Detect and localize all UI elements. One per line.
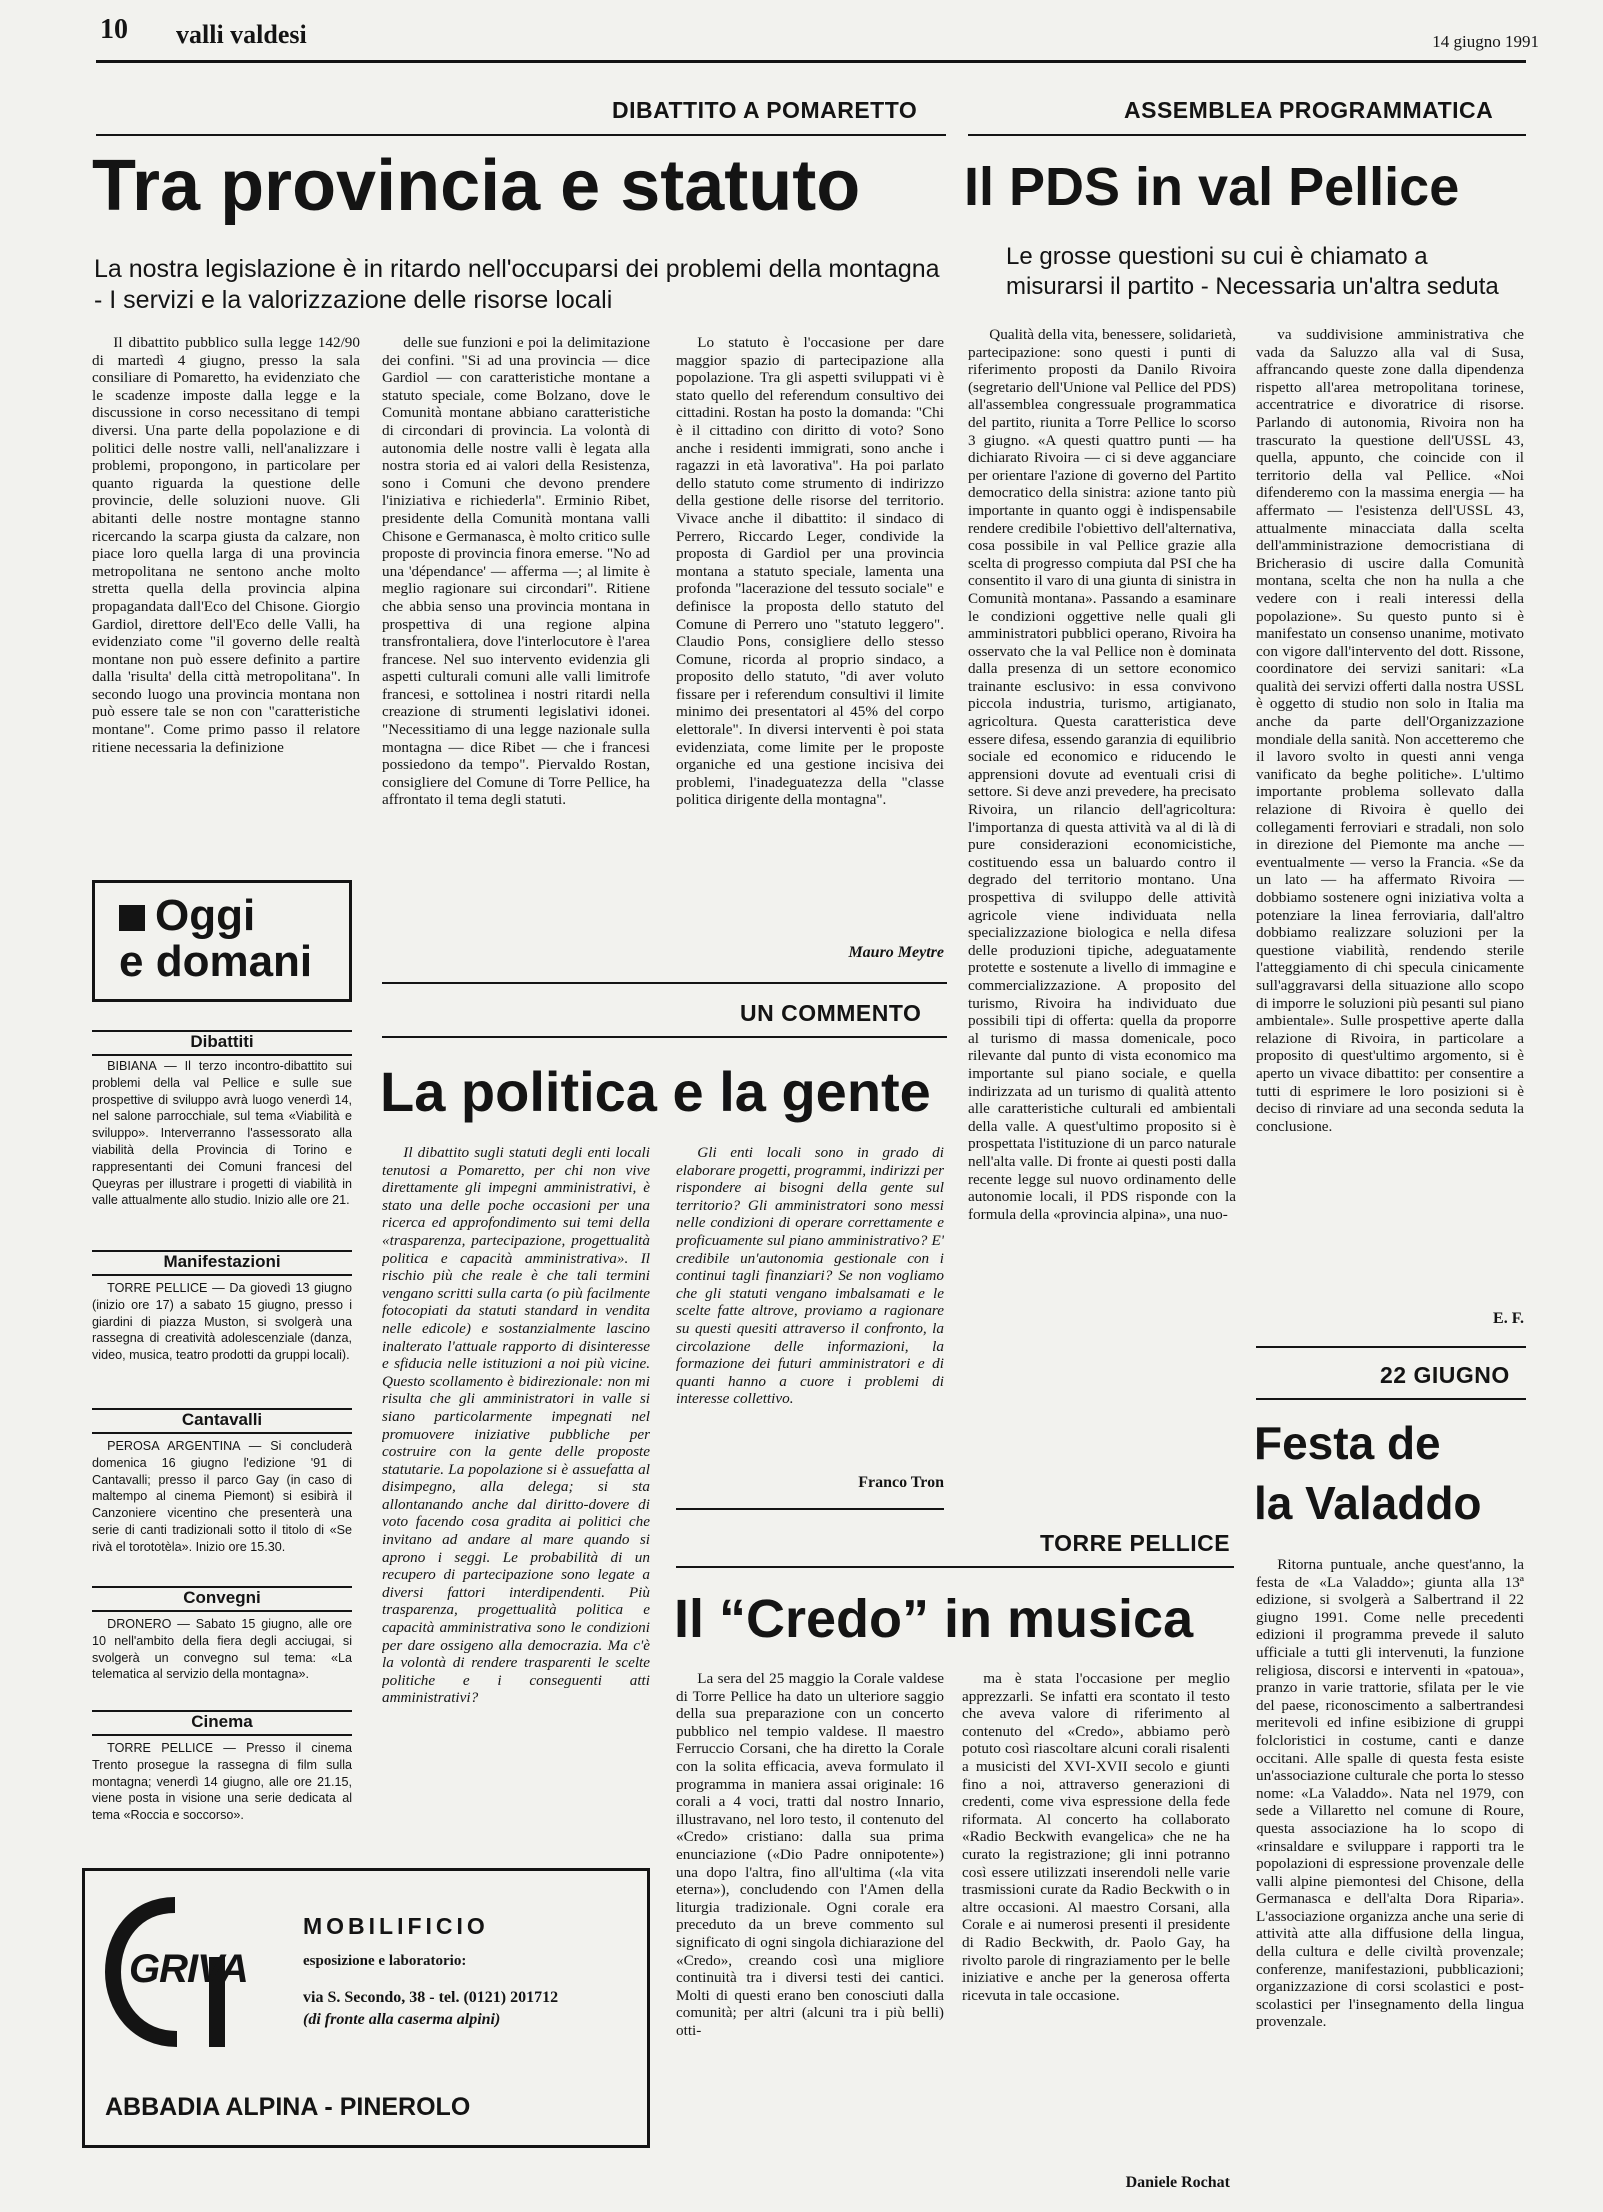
header-rule	[96, 60, 1526, 63]
ad-line-1: esposizione e laboratorio:	[303, 1953, 467, 1969]
event-dibattiti: BIBIANA — Il terzo incontro-dibattito sui problemi della val Pellice e sulle sue prospettive di sviluppo avrà luogo venerdì 14, nel salone parrocchiale, sul tema «Viabilità e sviluppo». Interverranno l'assessorato alla viabilità della Provincia di Torino e rappresentanti dei Comuni francesi del Queyras per illustrare i progetti di viabilità in valle attualmente allo studio. Inizio alle ore 21.	[92, 1059, 352, 1208]
event-cinema: TORRE PELLICE — Presso il cinema Trento prosegue la rassegna di film sulla montagna; venerdì 14 giugno, alle ore 21.15, viene posta in visione una serie dedicata al tema «Roccia e soccorso».	[92, 1741, 352, 1823]
valaddo-top-rule	[1256, 1346, 1526, 1348]
pds-col-1: Qualità della vita, benessere, solidarietà, partecipazione: sono questi i punti di riferimento proposti da Danilo Rivoira (segretario dell'Unione val Pellice del PDS) all'assemblea congressuale programmatica del partito, riunita a Torre Pellice lo scorso 3 giugno. «A questi quattro punti — ha dichiarato Rivoira — ci si deve agganciare per orientare l'azione di governo del Partito democratico della sinistra: azione tanto più importante in quanto oggi è indispensabile rendere credibile l'obiettivo dell'alternativa, cosa possibile in val Pellice grazie alla scelta di progresso compiuta dal PSI che ha consentito il varo di una giunta di sinistra in Comunità montana». Passando a esaminare le condizioni oggettive nelle quali gli amministratori pubblici operano, Rivoira ha osservato che la val Pellice non è dominata dalla presenza di un settore economico trainante esclusivo: in essa convivono piccola industria, turismo, artigianato, agricoltura. Questa caratteristica deve essere difesa, essendo garanzia di equilibrio sociale ed economico e riducendo le apprensioni dovute ad eventuali crisi di settore. Si deve anzi prevedere, ha precisato Rivoira, un rilancio dell'agricoltura: l'importanza di questa attività va al di là di pure considerazioni economicistiche, costituendo essa un baluardo contro il degrado del territorio montano. Una prospettiva di sviluppo delle attività agricole viene individuata nella specializzazione biologica e nella difesa delle produzioni tipiche, adeguatamente protette e sostenute a livello di immagine e commercializzazione. A proposito del turismo, Rivoira ha individuato due possibili tipi di offerta: quella da proporre al turismo di massa domenicale, poco rilevante dal punto di vista economico ma importante sul piano sociale, e quella indirizzata ad un turismo di qualità attento alle caratteristiche culturali ed ambientali della valle. A quest'ultimo proposito si è prospettata l'istituzione di un parco naturale nell'alta valle. Di fronte ai questi posti dalla recente legge sul nuovo ordinamento delle autonomie locali, il PDS risponde con la formula della «provincia alpina», una nuo-	[968, 326, 1236, 1223]
section-heading-manifestazioni: Manifestazioni	[163, 1252, 281, 1271]
oggi-domani-title	[119, 893, 312, 985]
pomaretto-title: Tra provincia e statuto	[92, 146, 861, 226]
section-rule	[92, 1274, 352, 1276]
ad-address: via S. Secondo, 38 - tel. (0121) 201712	[303, 1989, 559, 2006]
commento-bottom-rule	[676, 1508, 944, 1510]
section-rule	[92, 1734, 352, 1736]
pomaretto-col-3: Lo statuto è l'occasione per dare maggior spazio di partecipazione alla popolazione. Tra gli aspetti sviluppati vi è stato quello del referendum consultivo dei cittadini. Rostan ha posto la domanda: "Chi è il cittadino con diritto di voto? Sono anche i residenti immigrati, sono anche i ragazzi in età lavorativa". Ha poi parlato dello statuto come strumento di indirizzo della gestione delle risorse del territorio. Vivace anche il dibattito: il sindaco di Perrero, Riccardo Leger, condivide la proposta di Gardiol per una provincia montana a statuto speciale, lamenta una profonda "lacerazione del tessuto sociale" e definisce la proposta dello statuto del Comune di Perrero uno "statuto leggero". Claudio Pons, consigliere dello stesso Comune, ricorda al proprio sindaco, a proposito dello statuto, "di aver voluto fissare per i referendum consultivi il limite minimo dei presentatori al 45% del corpo elettorale". In diversi interventi è poi stata evidenziata, come limite per le proposte organiche ed una gestione incisiva dei problemi, l'inadeguatezza della "classe politica dirigente della montagna".	[676, 334, 944, 809]
valaddo-kicker-rule	[1256, 1398, 1526, 1400]
pds-kicker: ASSEMBLEA PROGRAMMATICA	[1124, 97, 1494, 123]
pomaretto-kicker-rule	[96, 134, 946, 136]
oggi-domani-title-line-2: e domani	[119, 937, 313, 986]
pds-signature: E. F.	[1493, 1310, 1524, 1327]
section-heading-dibattiti: Dibattiti	[190, 1032, 254, 1051]
event-manifestazioni: TORRE PELLICE — Da giovedì 13 giugno (inizio ore 17) a sabato 15 giugno, presso i giardini di piazza Muston, si svolgerà una rassegna di creatività adolescenziale (danza, video, musica, teatro prodotti da gruppi locali).	[92, 1281, 352, 1363]
credo-kicker: TORRE PELLICE	[1040, 1530, 1231, 1556]
commento-signature: Franco Tron	[858, 1474, 944, 1491]
griva-logo-text: GRIVA	[129, 1947, 248, 1991]
paper-name: valli valdesi	[176, 20, 307, 49]
ad-brand: MOBILIFICIO	[303, 1913, 489, 1939]
square-bullet-icon	[119, 905, 145, 931]
section-heading-convegni: Convegni	[183, 1588, 261, 1607]
pds-deck: Le grosse questioni su cui è chiamato a misurarsi il partito - Necessaria un'altra seduta	[1006, 243, 1499, 300]
pomaretto-bottom-rule	[382, 982, 947, 984]
commento-col-1: Il dibattito sugli statuti degli enti locali tenutosi a Pomaretto, per chi non vive direttamente gli impegni amministrativi, è stato una delle poche occasioni per una ricerca ed approfondimento sui temi della «trasparenza, partecipazione, progettualità politica e capacità amministrativa». Il rischio più che reale è che tali termini vengano scritti sulla carta (o più facilmente fotocopiati da statuti standard in vendita nelle edicole) e sostanzialmente lascino inalterato l'attuale rapporto di disinteresse e sfiducia nelle istituzioni a noi più vicine. Questo scollamento è bidirezionale: non mi risulta che gli amministratori in valle si siano particolarmente impegnati nel promuovere iniziative pubbliche per costruire con la gente delle proposte statutarie. La popolazione si è assuefatta al disimpegno, alla delega; si sta allontanando anche dal diritto-dovere di voto facendo cosa gradita ai politici che invitano ad andare al mare quando si aprono i seggi. Le probabilità di un recupero di partecipazione sono legate a diversi fattori interdipendenti. Più trasparenza, progettualità politica e capacità amministrativa sono le condizioni per dare ossigeno alla democrazia. Ma c'è la volontà di rendere trasparenti le scelte politiche e i conseguenti atti amministrativi?	[382, 1144, 650, 1707]
pds-title: Il PDS in val Pellice	[964, 157, 1460, 217]
commento-col-2: Gli enti locali sono in grado di elaborare progetti, programmi, indirizzi per rispondere ai bisogni della gente sul territorio? Gli amministratori sono messi nelle condizioni di operare correttamente e proficuamente sul piano amministrativo? E' credibile un'autonomia gestionale con i continui tagli finanziari? Se non vogliamo che gli statuti vengano imbalsamati e le scelte fatte altrove, proviamo a ragionare su questi quesiti attraverso il confronto, la circolazione delle informazioni, la formazione dei futuri amministratori e di quanti hanno a cuore i problemi di interesse collettivo.	[676, 1144, 944, 1408]
credo-col-1: La sera del 25 maggio la Corale valdese di Torre Pellice ha dato un ulteriore saggio della sua preparazione con un concerto pubblico nel tempio valdese. Il maestro Ferruccio Corsani, che ha diretto la Corale con la solita efficacia, aveva formulato il programma in maniera assai originale: 16 corali a 4 voci, tratti dal nostro Innario, illustravano, nel loro testo, il contenuto del «Credo» cristiano: dalla sua prima enunciazione («Dio Padre onnipotente») una dopo l'altra, fino all'ultima («la vita eterna»), concludendo con l'Amen della liturgia tradizionale. Ogni corale era preceduto da un breve commento sul significato di ogni singola dichiarazione del «Credo», creando così una migliore continuità tra i diversi testi dei cantici. Molti di questi erano ben conosciuti dalla comunità; per altri (alcuni tra i più belli) otti-	[676, 1670, 944, 2039]
oggi-domani-box	[92, 880, 352, 1002]
credo-signature: Daniele Rochat	[1125, 2174, 1230, 2191]
pds-col-2: va suddivisione amministrativa che vada da Saluzzo alla val di Susa, affrancando queste zone dalla dipendenza rispetto all'area metropolitana torinese, accentratrice e divoratrice di risorse. Parlando di autonomia, Rivoira non ha trascurato la questione dell'USSL 43, quella, appunto, che coincide con il territorio della val Pellice. «Noi difenderemo con la massima energia — ha affermato — l'esistenza dell'USSL 43, attualmente minacciata dalla scelta dell'amministrazione democristiana di Bricherasio di uscire dalla Comunità montana, scelta che non ha nulla a che vedere con i reali interessi della popolazione». Su questo punto si è manifestato un consenso unanime, motivato con vigore dall'intervento del dott. Rissone, coordinatore dei servizi sanitari: «La qualità dei servizi offerti dalla nostra USSL è oggetto di studio non solo in Italia ma anche da parte dell'Organizzazione mondiale della sanità. Non accetteremo che il lavoro svolto in questi anni venga vanificato da beghe politiche». L'ultimo importante problema sollevato dalla relazione di Rivoira è quello dei collegamenti ferroviari e stradali, non solo in direzione del Piemonte ma anche — eventualmente — verso la Francia. «Se da un lato — ha affermato Rivoira — dobbiamo sostenere ogni iniziativa volta a potenziare la linea ferroviaria, dall'altro dobbiamo realizzare soluzioni per la questione viabilità, rendendo sterile l'atteggiamento di chi specula cinicamente sull'aggravarsi della situazione allo scopo di imporre le soluzioni più pesanti sul piano ambientale». Sulle prospettive aperte dalla relazione di Rivoira, in particolare a proposito di quest'ultimo argomento, si è aperto un vivace dibattito: per consentire a tutti di esprimere le loro posizioni si è deciso di rinviare ad una seconda seduta la conclusione.	[1256, 326, 1524, 1135]
pds-kicker-rule	[968, 134, 1526, 136]
commento-title: La politica e la gente	[380, 1060, 931, 1123]
pomaretto-kicker: DIBATTITO A POMARETTO	[612, 97, 918, 123]
credo-title: Il “Credo” in musica	[674, 1589, 1194, 1649]
section-rule	[92, 1054, 352, 1056]
ad-note: (di fronte alla caserma alpini)	[303, 2011, 501, 2028]
pomaretto-signature: Mauro Meytre	[848, 944, 944, 961]
event-cantavalli: PEROSA ARGENTINA — Si concluderà domenica 16 giugno l'edizione '91 di Cantavalli; presso il parco Gay (in caso di maltempo al cinema Piemont) si esibirà il Canzoniere vicentino che presenterà una serie di canti tradizionali sotto il titolo di «Se rivà el torototèla». Inizio ore 15.30.	[92, 1439, 352, 1554]
section-heading-cinema: Cinema	[191, 1712, 253, 1731]
section-heading-cantavalli: Cantavalli	[181, 1410, 263, 1429]
issue-date: 14 giugno 1991	[1432, 32, 1539, 51]
valaddo-title-line-2: la Valaddo	[1254, 1477, 1482, 1529]
page-number: 10	[100, 14, 128, 45]
mobilificio-ad	[82, 1868, 650, 2148]
commento-kicker-rule	[382, 1036, 947, 1038]
ad-footer: ABBADIA ALPINA - PINEROLO	[105, 2093, 471, 2121]
valaddo-body: Ritorna puntuale, anche quest'anno, la festa de «La Valaddo»; giunta alla 13ª edizione, si svolgerà a Salbertrand il 22 giugno 1991. Come nelle precedenti edizioni il programma prevede il saluto ufficiale a tutti gli intervenuti, la funzione religiosa, discorsi e interventi in «patoua», pranzo in varie trattorie, sfilata per le vie del paese, riconoscimento a salbertrandesi meritevoli ed infine esibizione di gruppi folcloristici in costume, canti e danze occitani. Alle spalle di questa festa esiste un'associazione culturale che porta lo stesso nome: «La Valaddo». Nata nel 1979, con sede a Villaretto nel comune di Roure, questa associazione ha lo scopo di «rinsaldare e sviluppare i rapporti tra le popolazioni di espressione provenzale delle valli alpine piemontesi del Chisone, della Germanasca e dell'alta Dora Riparia». L'associazione organizza anche una serie di attività atte alla diffusione della lingua, della cultura e delle civiltà provenzale; conferenze, manifestazioni, pubblicazioni; organizzazione di corsi scolastici e post-scolastici per l'insegnamento della lingua provenzale.	[1256, 1556, 1524, 2031]
section-rule	[92, 1432, 352, 1434]
pomaretto-col-2: delle sue funzioni e poi la delimitazione dei confini. "Si ad una provincia — dice Gardiol — con caratteristiche montane a statuto speciale, come Bolzano, dove le Comunità montane abbiano caratteristiche di circondari di provincia. La volontà di autonomia delle nostre valli è legata alla nostra storia ed ai valori della Resistenza, sono i Comuni che devono prendere l'iniziativa e richiederla". Erminio Ribet, presidente della Comunità montana valli Chisone e Germanasca, è molto critico sulle proposte di provincia finora emerse. "No ad una 'dépendance' — afferma —; al limite è meglio ragionare sui circondari". Ritiene che abbia senso una provincia montana in prospettiva di una regione alpina transfrontaliera, dove l'interlocutore è l'area francese. Nel suo intervento evidenzia gli aspetti culturali comuni alle valli limitrofe francesi, e sottolinea i nostri ritardi nella creazione di strumenti legislativi idonei. "Necessitiamo di una legge nazionale sulla montagna — dice Ribet — che i francesi possiedono da tempo". Piervaldo Rostan, consigliere del Comune di Torre Pellice, ha affrontato il tema degli statuti.	[382, 334, 650, 809]
commento-kicker: UN COMMENTO	[740, 1000, 922, 1026]
event-convegni: DRONERO — Sabato 15 giugno, alle ore 10 nell'ambito della fiera degli acciugai, si svolgerà un convegno sul tema: «La telematica al servizio della montagna».	[92, 1617, 352, 1682]
credo-kicker-rule	[676, 1566, 1234, 1568]
section-rule	[92, 1610, 352, 1612]
pomaretto-deck: La nostra legislazione è in ritardo nell'occuparsi dei problemi della montagna - I servizi e la valorizzazione delle risorse locali	[94, 255, 940, 314]
oggi-domani-title-line-1: Oggi	[155, 891, 256, 940]
credo-col-2: ma è stata l'occasione per meglio apprezzarli. Se infatti era scontato il testo che aveva valore di riferimento al contenuto del «Credo», abbiamo però potuto così riascoltare alcuni corali risalenti a musicisti del XVI-XVII secolo e giunti fino a noi, attraverso generazioni di credenti, come viva espressione della fede riformata. Al concerto ha collaborato «Radio Beckwith evangelica» che ne ha curato la registrazione; gli inni potranno così essere utilizzati inserendoli nelle varie trasmissioni curate da Radio Beckwith o in altre occasioni. Al maestro Corsani, alla Corale e ai numerosi presenti il presidente di Radio Beckwith, dr. Paolo Gay, ha rivolto parole di ringraziamento per le belle iniziative e anche per la generosa offerta ricevuta in tale occasione.	[962, 1670, 1230, 2004]
pomaretto-col-1: Il dibattito pubblico sulla legge 142/90 di martedì 4 giugno, presso la sala consiliare di Pomaretto, ha evidenziato che le scadenze imposte dalla legge e la discussione in corso necessitano di tempi diversi. Una parte della popolazione e di politici delle nostre valli, nell'analizzare i problemi, propongono, in particolare per quanto riguarda la questione delle provincie, delle soluzioni nuove. Gli abitanti delle nostre montagne stanno ricercando la scarpa giusta da calzare, non piace loro quella larga di una provincia metropolitana ne sentono anche molto stretta quella della provincia alpina propagandata dall'Eco del Chisone. Giorgio Gardiol, direttore dell'Eco delle Valli, ha evidenziato come "il governo delle realtà montane non può essere definito a partire dalla 'risulta' della città metropolitana". In secondo luogo una provincia montana non può essere tale se non con "caratteristiche montane". Come primo passo il relatore ritiene necessaria la definizione	[92, 334, 360, 756]
valaddo-title-line-1: Festa de	[1254, 1417, 1441, 1469]
valaddo-kicker: 22 GIUGNO	[1380, 1362, 1510, 1388]
